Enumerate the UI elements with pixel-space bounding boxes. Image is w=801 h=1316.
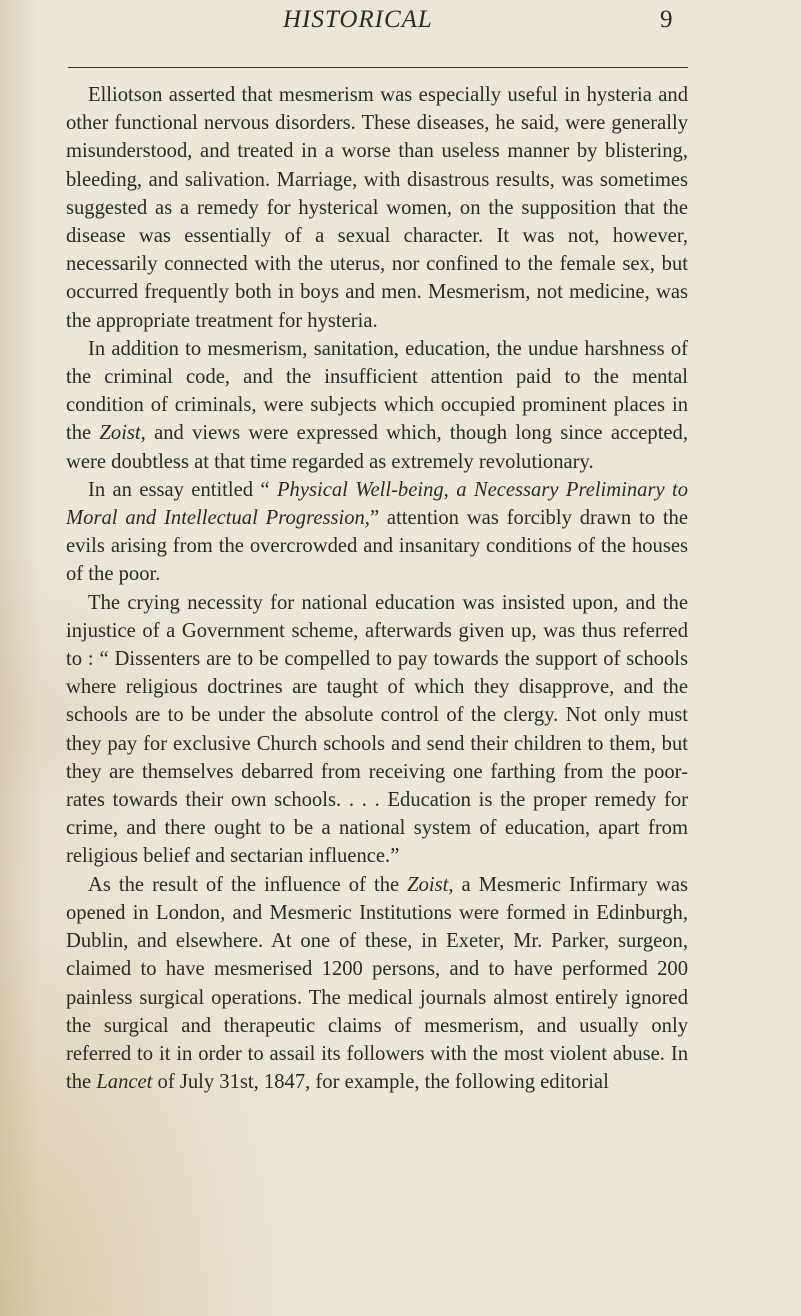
text-run: As the result of the influence of the	[88, 873, 408, 896]
page-number: 9	[660, 6, 673, 33]
text-run: of July 31st, 1847, for example, the following editorial	[152, 1071, 609, 1094]
text-run: In an essay entitled “	[88, 478, 277, 501]
italic-title: Physical Well-being, a Necessary Preliminary to Moral and Intellectual Progression,	[66, 478, 688, 530]
paragraph	[66, 476, 688, 589]
text-run: ” attention was forcibly drawn to the evils arising from the overcrowded and insanitary conditions of the houses of the poor.	[66, 507, 688, 586]
paragraph	[66, 871, 688, 1097]
text-run: Elliotson asserted that mesmerism was especially useful in hysteria and other functional nervous disorders. These diseases, he said, were generally misunderstood, and treated in a worse than useless manner by blistering, bleeding, and salivation. Marriage, with disastrous results, was sometimes suggested as a remedy for hysterical women, on the supposition that the disease was essentially of a sexual character. It was not, however, necessarily connected with the uterus, nor confined to the female sex, but occurred frequently both in boys and men. Mesmerism, not medicine, was the appropriate treatment for hysteria.	[66, 84, 688, 332]
body-text	[66, 81, 688, 1096]
text-run: In addition to mesmerism, sanitation, education, the undue harshness of the criminal code, and the insufficient attention paid to the mental condition of criminals, were subjects which occupied prominent places in the	[66, 337, 688, 445]
running-head	[0, 6, 801, 46]
paragraph	[66, 589, 688, 871]
italic-title: Lancet	[96, 1071, 153, 1094]
running-head-title: HISTORICAL	[283, 6, 433, 33]
italic-title: Zoist	[99, 422, 141, 445]
text-run: , a Mesmeric Infirmary was opened in London, and Mesmeric Institutions were formed in Edinburgh, Dublin, and elsewhere. At one of these, in Exeter, Mr. Parker, surgeon, claimed to have mesmerised 1200 persons, and to have performed 200 painless surgical operations. The medical journals almost entirely ignored the surgical and therapeutic claims of mesmerism, and usually only referred to it in order to assail its followers with the most violent abuse. In the	[66, 873, 688, 1094]
italic-title: Zoist	[407, 873, 449, 896]
paragraph	[66, 81, 688, 335]
text-run: , and views were expressed which, though long since accepted, were doubtless at that time regarded as extremely revolutionary.	[66, 422, 689, 473]
paragraph	[66, 335, 688, 476]
header-rule	[68, 67, 688, 68]
text-run: The crying necessity for national education was insisted upon, and the injustice of a Government scheme, afterwards given up, was thus referred to : “ Dissenters are to be compelled to pay towards the support of schools where religious doctrines are taught of which they disapprove, and the schools are to be under the absolute control of the clergy. Not only must they pay for exclusive Church schools and send their children to them, but they are themselves debarred from receiving one farthing from the poor-rates towards their own schools. . . . Education is the proper remedy for crime, and there ought to be a national system of education, apart from religious belief and sectarian influence.”	[66, 591, 688, 868]
